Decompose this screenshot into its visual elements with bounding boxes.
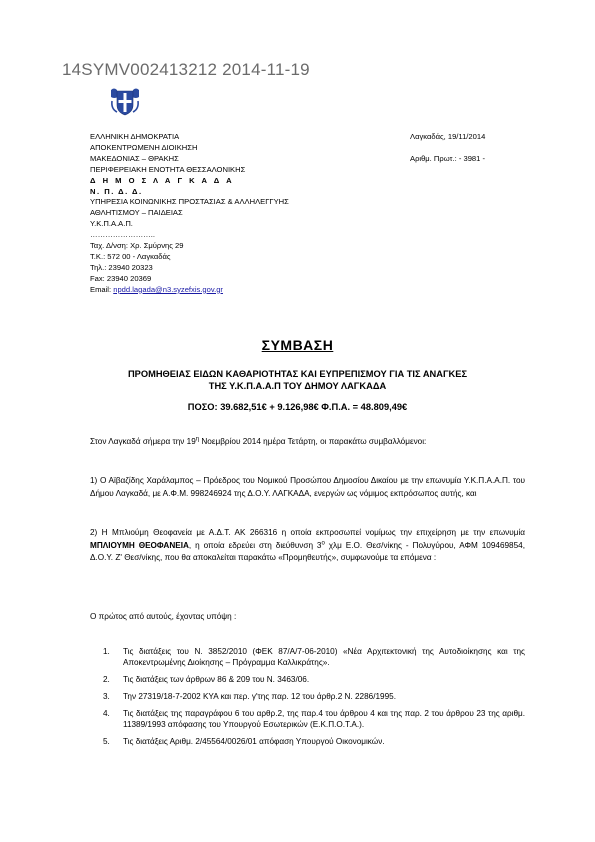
list-item xyxy=(103,646,525,668)
party-two-text-start: 2) Η Μπλιούμη Θεοφανεία με Α.Δ.Τ. ΑΚ 266316 η οποία εκπροσωπεί νομίμως την επιχείρηση με την επωνυμία xyxy=(90,528,525,537)
header-line-address: Ταχ. Δ/νση: Χρ. Σμύρνης 29 xyxy=(90,241,184,251)
list-item xyxy=(103,691,525,702)
considerations-intro: Ο πρώτος από αυτούς, έχοντας υπόψη : xyxy=(90,612,237,621)
header-line-email xyxy=(90,285,289,296)
header-line-region: ΜΑΚΕΔΟΝΙΑΣ – ΘΡΑΚΗΣ xyxy=(90,153,179,163)
intro-text-end: Νοεμβρίου 2014 ημέρα Τετάρτη, οι παρακάτω συμβαλλόμενοι: xyxy=(199,437,427,446)
header-line-regional-unit: ΠΕΡΙΦΕΡΕΙΑΚΗ ΕΝΟΤΗΤΑ ΘΕΣΣΑΛΟΝΙΚΗΣ xyxy=(90,164,246,174)
email-link[interactable]: npdd.lagada@n3.syzefxis.gov.gr xyxy=(113,284,223,294)
header-line-postal-code: Τ.Κ.: 572 00 - Λαγκαδάς xyxy=(90,251,171,261)
supplier-name: ΜΠΛΙΟΥΜΗ ΘΕΟΦΑΝΕΙΑ xyxy=(90,540,189,550)
party-two-paragraph xyxy=(90,527,525,565)
header-line-dots: …………………….. xyxy=(90,230,155,240)
header-line-administration: ΑΠΟΚΕΝΤΡΩΜΕΝΗ ΔΙΟΙΚΗΣΗ xyxy=(90,142,198,152)
intro-paragraph xyxy=(90,436,525,449)
header-line-service: ΥΠΗΡΕΣΙΑ ΚΟΙΝΩΝΙΚΗΣ ΠΡΟΣΤΑΣΙΑΣ & ΑΛΛΗΛΕΓΓΥΗΣ xyxy=(90,197,289,207)
list-item-text: Τις διατάξεις των άρθρων 86 & 209 του Ν. 3463/06. xyxy=(123,675,310,684)
document-subtitle: ΠΡΟΜΗΘΕΙΑΣ ΕΙΔΩΝ ΚΑΘΑΡΙΟΤΗΤΑΣ ΚΑΙ ΕΥΠΡΕΠΙΣΜΟΥ ΓΙΑ ΤΙΣ ΑΝΑΓΚΕΣ ΤΗΣ Υ.Κ.Π.Α.Α.Π ΤΟΥ ΔΗΜΟΥ ΛΑΓΚΑΔΑ xyxy=(127,369,468,391)
header-line-service-cont: ΑΘΛΗΤΙΣΜΟΥ – ΠΑΙΔΕΙΑΣ xyxy=(90,208,183,218)
greek-coat-of-arms-icon xyxy=(108,87,142,117)
party-two-text-mid: , η οποία εδρεύει στη διεύθυνση 3 xyxy=(188,540,322,550)
list-item xyxy=(103,674,525,685)
protocol-number: Αριθμ. Πρωτ.: - 3981 - xyxy=(410,153,486,163)
document-meta xyxy=(410,132,540,165)
list-item-text: Τις διατάξεις Αριθμ. 2/45564/0026/01 απόφαση Υπουργού Οικονομικών. xyxy=(123,737,385,746)
intro-text-start: Στον Λαγκαδά σήμερα την 19 xyxy=(90,437,196,446)
intro-superscript: η xyxy=(195,436,200,443)
list-item-text: Τις διατάξεις της παραγράφου 6 του αρθρ.2, της παρ.4 του άρθρου 4 και της παρ. 2 του άρθρου 23 της αριθμ. 11389/1993 απόφασης του Υπουργού Εσωτερικών (Ε.Κ.Π.Ο.Τ.Α.). xyxy=(123,709,525,729)
party-one-paragraph: 1) Ο Αϊβαζίδης Χαράλαμπος – Πρόεδρος του Νομικού Προσώπου Δημοσίου Δικαίου με την επωνυμία Υ.Κ.Π.Α.Α.Π. του Δήμου Λαγκαδά, με Α.Φ.Μ. 998246924 της Δ.Ο.Υ. ΛΑΓΚΑΔΑ, ενεργών ως νόμιμος εκπρόσωπος αυτής, και xyxy=(90,476,525,498)
party-two-text-end: χλμ Ε.Ο. Θεσ/νίκης - Πολυγύρου, ΑΦΜ 109469854, Δ.Ο.Υ. Ζ' Θεσ/νίκης, που θα αποκαλείται παρακάτω «Προμηθευτής», συμφωνούμε τα επόμενα : xyxy=(90,540,525,563)
header-line-phone: Τηλ.: 23940 20323 xyxy=(90,262,153,272)
document-title: ΣΥΜΒΑΣΗ xyxy=(261,337,334,353)
list-item-number: 4. xyxy=(103,709,110,718)
contract-amount: ΠΟΣΟ: 39.682,51€ + 9.126,98€ Φ.Π.Α. = 48.809,49€ xyxy=(187,402,408,412)
list-item-number: 2. xyxy=(103,675,110,684)
party-two-superscript: ο xyxy=(321,539,325,546)
considerations-list xyxy=(103,646,525,753)
list-item xyxy=(103,708,525,730)
header-line-acronym: Υ.Κ.Π.Α.Α.Π. xyxy=(90,219,133,229)
issuing-authority-header xyxy=(90,132,289,296)
list-item xyxy=(103,736,525,747)
list-item-text: Την 27319/18-7-2002 ΚΥΑ και περ. γ'της παρ. 12 του άρθρ.2 Ν. 2286/1995. xyxy=(123,692,396,701)
list-item-number: 1. xyxy=(103,647,110,656)
document-watermark-code: 14SYMV002413212 2014-11-19 xyxy=(62,60,310,79)
list-item-text: Τις διατάξεις του Ν. 3852/2010 (ΦΕΚ 87/Α/7-06-2010) «Νέα Αρχιτεκτονική της Αυτοδιοίκησης και της Αποκεντρωμένης Διοίκησης – Πρόγραμμα Καλλικράτης». xyxy=(123,647,525,667)
email-label: Email: xyxy=(90,284,112,294)
document-date: Λαγκαδάς, 19/11/2014 xyxy=(410,132,486,141)
header-line-fax: Fax: 23940 20369 xyxy=(90,273,152,283)
list-item-number: 3. xyxy=(103,692,110,701)
header-line-entity-type: Ν. Π. Δ. Δ. xyxy=(90,186,143,196)
header-line-municipality: Δ Η Μ Ο Σ Λ Α Γ Κ Α Δ Α xyxy=(90,175,235,185)
header-line-country: ΕΛΛΗΝΙΚΗ ΔΗΜΟΚΡΑΤΙΑ xyxy=(90,132,180,141)
list-item-number: 5. xyxy=(103,737,110,746)
